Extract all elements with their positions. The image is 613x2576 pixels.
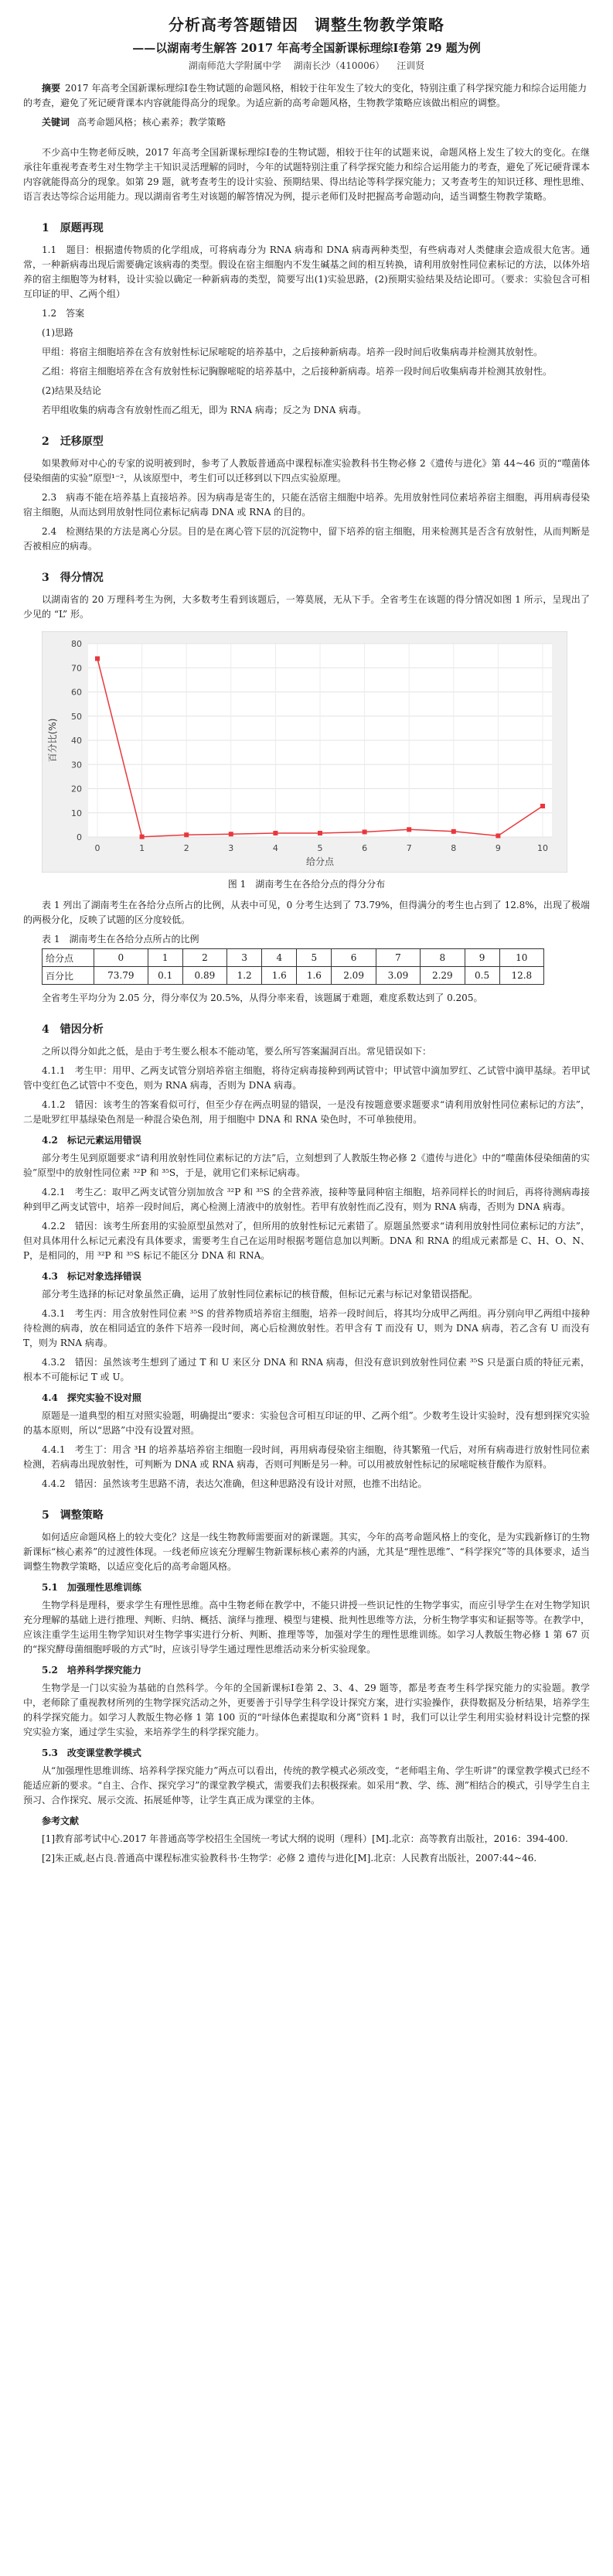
y-axis-ticks — [71, 639, 82, 842]
result-label: (2)结果及结论 — [42, 385, 101, 396]
table-row-points — [43, 949, 544, 967]
section-3-heading: 3 得分情况 — [42, 572, 104, 584]
abstract — [23, 81, 590, 111]
abstract-text: 2017 年高考全国新课标理综Ⅰ卷生物试题的命题风格，相较于往年发生了较大的变化，特别注重了科学探究能力和综合运用能力的考查，避免了死记硬背课本内容就能得高分的现象。为适应新的高考命题风格，生物教学策略应该做出相应的调整。 — [23, 83, 587, 108]
result-text: 若甲组收集的病毒含有放射性而乙组无，即为 RNA 病毒；反之为 DNA 病毒。 — [42, 405, 367, 415]
section-3-paragraph-3: 全省考生平均分为 2.05 分，得分率仅为 20.5%，从得分率来看，该题属于难题，难度系数达到了 0.205。 — [42, 992, 483, 1003]
y-axis-label: 百分比(%) — [47, 718, 58, 763]
x-tick-label: 5 — [317, 843, 323, 853]
subsection-4-2-heading: 4.2 标记元素运用错误 — [42, 1135, 141, 1146]
data-point — [318, 831, 322, 835]
table-cell: 3.09 — [376, 967, 420, 985]
reference-item: [2]朱正威,赵占良.普通高中课程标准实验教科书·生物学：必修 2 遗传与进化[M].北京：人民教育出版社，2007:44~46. — [42, 1853, 537, 1864]
table-cell: 0.1 — [148, 967, 182, 985]
intro-paragraph: 不少高中生物老师反映，2017 年高考全国新课标理综Ⅰ卷的生物试题，相较于往年的试题来说，命题风格上发生了较大的变化。在继承往年重视考查考生对生物学主干知识灵活理解的同时，今年的试题特别注重了科学探究能力和综合运用能力的考查，避免了死记硬背课本内容就能得高分的现象。如第 29 题，就考查考生的设计实验、预期结果、得出结论等科学探究能力；又考查考生的知识迁移、理性思维、语言表达等综合运用能力。现以湖南省考生对该题的解答情况为例，提示老师们及时把握高考命题动向，适当调整生物教学策略。 — [23, 147, 590, 202]
table-caption: 表 1 湖南考生在各给分点所占的比例 — [42, 934, 199, 945]
references-heading: 参考文献 — [42, 1816, 80, 1826]
table-cell: 2 — [182, 949, 226, 967]
y-tick-label: 0 — [77, 832, 82, 842]
table-cell: 2.09 — [332, 967, 376, 985]
table-cell: 73.79 — [94, 967, 148, 985]
subsection-5-1-paragraph: 生物学科是理科，要求学生有理性思维。高中生物老师在教学中，不能只讲授一些识记性的生物学事实，而应引导学生在对生物学知识充分理解的基础上进行推理、判断、归纳、概括、演绎与推理、模型与建模、批判性思维等方法，分析生物学事实和证据等等。在教学中，应该注重学生运用生物学知识对生物学事实进行分析、判断、推理等等，加强对学生的理性思维训练。如学习人教版生物必修 1 第 67 页的“探究酵母菌细胞呼吸的方式”时，应该引导学生通过理性思维活动来分析实验现象。 — [23, 1600, 590, 1655]
table-cell: 1.2 — [227, 967, 262, 985]
table-cell: 10 — [499, 949, 543, 967]
section-2-heading: 2 迁移原型 — [42, 436, 104, 448]
subsection-4-3-paragraph-2: 4.3.1 考生丙：用含放射性同位素 ³⁵S 的营养物质培养宿主细胞，培养一段时间后，将其均分成甲乙两组。再分别向甲乙两组中接种待检测的病毒，放在相同适宜的条件下培养一段时间，离心后检测放射性。若甲含有 T 而没有 U，则为 DNA 病毒，若乙含有 U 而没有 T，则为 RNA 病毒。 — [23, 1308, 590, 1348]
idea-group-a: 甲组：将宿主细胞培养在含有放射性标记尿嘧啶的培养基中，之后接种新病毒。培养一段时间后收集病毒并检测其放射性。 — [42, 347, 543, 357]
table-header-points: 给分点 — [43, 949, 94, 967]
section-4-heading: 4 错因分析 — [42, 1023, 104, 1036]
keywords-text: 高考命题风格；核心素养；教学策略 — [77, 117, 226, 128]
abstract-label: 摘要 — [42, 83, 61, 94]
score-distribution-chart — [42, 631, 567, 873]
author-line — [23, 59, 590, 72]
x-tick-label: 8 — [451, 843, 457, 853]
idea-label: (1)思路 — [42, 327, 73, 338]
x-tick-label: 1 — [139, 843, 145, 853]
section-2-paragraph-3: 2.4 检测结果的方法是离心分层。目的是在离心管下层的沉淀物中，留下培养的宿主细胞，用来检测其是否含有放射性，从而判断是否被相应的病毒。 — [23, 526, 590, 552]
data-point — [363, 829, 367, 834]
subsection-4-3-paragraph-1: 部分考生选择的标记对象虽然正确，运用了放射性同位素标记的核苷酸，但标记元素与标记对象错误搭配。 — [42, 1289, 478, 1300]
data-point — [184, 832, 189, 837]
section-4-item-2: 4.1.2 错因：该考生的答案看似可行，但至少存在两点明显的错误，一是没有按题意要求题要求“请利用放射性同位素标记的方法”，二是吡罗红甲基绿染色剂是一种混合染色剂，用于细胞中 DNA 和 RNA 染色时，不可单独使用。 — [23, 1099, 590, 1125]
table-cell: 8 — [421, 949, 465, 967]
subsection-4-2-paragraph-3: 4.2.2 错因：该考生所套用的实验原型虽然对了，但所用的放射性标记元素错了。原题虽然要求“请利用放射性同位素标记的方法”，但对具体用什么标记元素没有具体要求，需要考生自己在运用时根据考题信息加以判断。DNA 和 RNA 的组成元素都是 C、H、O、N、P，是相同的，用 ³²P 和 ³⁵S 标记不能区分 DNA 和 RNA。 — [23, 1221, 590, 1261]
section-5-heading: 5 调整策略 — [42, 1509, 104, 1522]
section-3-paragraph-2: 表 1 列出了湖南考生在各给分点所占的比例，从表中可见，0 分考生达到了 73.79%，但得满分的考生也占到了 12.8%，出现了极端的两极分化，反映了试题的区分度较低。 — [23, 900, 590, 925]
chart-svg — [42, 631, 567, 873]
data-point — [229, 832, 233, 836]
table-cell: 5 — [297, 949, 332, 967]
subsection-5-3-paragraph: 从“加强理性思维训练、培养科学探究能力”两点可以看出，传统的教学模式必须改变，“老师唱主角、学生听讲”的课堂教学模式已经不能适应新的要求。“自主、合作、探究学习”的课堂教学模式，需要我们去积极探索。如采用“教、学、练、测”相结合的模式，引导学生自主预习、合作探究、展示交流、拓展延伸等，让学生真正成为课堂的主体。 — [23, 1765, 590, 1806]
subsection-4-3-paragraph-3: 4.3.2 错因：虽然该考生想到了通过 T 和 U 来区分 DNA 和 RNA 病毒，但没有意识到放射性同位素 ³⁵S 只是蛋白质的特征元素，根本不可能标记 T 或 U。 — [23, 1357, 590, 1382]
subsection-4-4-heading: 4.4 探究实验不设对照 — [42, 1392, 141, 1403]
section-2-paragraph-1: 如果教师对中心的专家的说明被到时，参考了人教版普通高中课程标准实验教科书生物必修 2《遗传与进化》第 44~46 页的“噬菌体侵染细菌的实验”原型¹⁻²，从该原型中，考生们可以迁移到以下四点实验原理。 — [23, 458, 590, 483]
x-tick-label: 7 — [406, 843, 412, 853]
table-cell: 1 — [148, 949, 182, 967]
references — [23, 1832, 590, 1866]
data-point — [273, 831, 278, 835]
data-point — [95, 656, 100, 661]
author-city: 湖南长沙（410006） — [293, 60, 385, 71]
x-tick-label: 10 — [537, 843, 548, 853]
keywords — [42, 115, 590, 128]
table-cell: 1.6 — [262, 967, 297, 985]
section-1-heading: 1 原题再现 — [42, 222, 104, 234]
answer-label: 1.2 答案 — [42, 308, 85, 319]
y-tick-label: 20 — [71, 784, 82, 794]
table-header-percent: 百分比 — [43, 967, 94, 985]
section-2-paragraph-2: 2.3 病毒不能在培养基上直接培养。因为病毒是寄生的，只能在活宿主细胞中培养。先用放射性同位素培养宿主细胞，再用病毒侵染宿主细胞，从而达到用放射性同位素标记病毒 DNA 或 RNA 的目的。 — [23, 492, 590, 518]
article-title: 分析高考答题错因 调整生物教学策略 — [169, 15, 444, 34]
article — [23, 0, 590, 1866]
author-name: 汪训贤 — [397, 60, 425, 71]
subsection-5-2-paragraph: 生物学是一门以实验为基础的自然科学。今年的全国新课标Ⅰ卷第 2、3、4、29 题等，都是考查考生科学探究能力的实验题。教学中，老师除了重视教材所列的生物学探究活动之外，更要善于引导学生科学设计探究方案，进行实验操作，获得数据及分析结果，培养学生的科学探究能力。如学习人教版生物必修 1 第 100 页的“叶绿体色素提取和分离”资料 1 时，我们可以让学生利用实验材料设计完整的探究实验方案，通过学生实验，来培养学生的科学探究能力。 — [23, 1683, 590, 1737]
figure-caption: 图 1 湖南考生在各给分点的得分分布 — [227, 879, 386, 890]
idea-group-b: 乙组：将宿主细胞培养在含有放射性标记胸腺嘧啶的培养基中，之后接种新病毒。培养一段时间后收集病毒并检测其放射性。 — [42, 366, 553, 377]
data-point — [540, 804, 545, 808]
subsection-5-1-heading: 5.1 加强理性思维训练 — [42, 1582, 141, 1593]
x-tick-label: 0 — [94, 843, 100, 853]
table-cell: 3 — [227, 949, 262, 967]
question-paragraph: 1.1 题目：根据遗传物质的化学组成，可将病毒分为 RNA 病毒和 DNA 病毒两种类型，有些病毒对人类健康会造成很大危害。通常，一种新病毒出现后需要确定该病毒的类型。假设在宿主细胞内不发生碱基之间的相互转换，请利用放射性同位素标记的方法，以体外培养的宿主细胞等为材料，设计实验以确定一种新病毒的类型，简要写出(1)实验思路，(2)预期实验结果及结论即可。（要求：实验包含可相互印证的甲、乙两个组） — [23, 244, 590, 299]
table-row-percent — [43, 967, 544, 985]
x-tick-label: 9 — [495, 843, 501, 853]
subsection-4-3-heading: 4.3 标记对象选择错误 — [42, 1271, 141, 1282]
x-tick-label: 4 — [272, 843, 278, 853]
data-point — [451, 829, 456, 834]
subsection-4-2-paragraph-2: 4.2.1 考生乙：取甲乙两支试管分别加放含 ³²P 和 ³⁵S 的全营养液，接种等量同种宿主细胞，培养同样长的时间后，再将待测病毒接种到甲乙两支试管中，培养一段时间后，离心检测上清液中的放射性。若甲有放射性而乙没有，则为 RNA 病毒，否则为 DNA 病毒。 — [23, 1187, 590, 1212]
table-cell: 1.6 — [297, 967, 332, 985]
data-point — [140, 835, 145, 839]
table-cell: 0 — [94, 949, 148, 967]
data-point — [407, 827, 411, 832]
y-tick-label: 30 — [71, 760, 82, 770]
section-4-item-1: 4.1.1 考生甲：用甲、乙两支试管分别培养宿主细胞，将待定病毒接种到两试管中；甲试管中滴加罗红、乙试管中滴甲基绿。若甲试管中变红色乙试管中不变色，则为 RNA 病毒，否则为 DNA 病毒。 — [23, 1065, 590, 1091]
subsection-4-2-paragraph-1: 部分考生见到原题要求“请利用放射性同位素标记的方法”后，立刻想到了人教版生物必修 2《遗传与进化》中的“噬菌体侵染细菌的实验”原型中的放射性同位素 ³²P 和 ³⁵S，于是，就用它们来标记病毒。 — [23, 1153, 590, 1178]
article-subtitle: ——以湖南考生解答 2017 年高考全国新课标理综Ⅰ卷第 29 题为例 — [132, 41, 481, 55]
section-4-intro: 之所以得分如此之低，是由于考生要么根本不能动笔，要么所写答案漏洞百出。常见错误如下： — [42, 1046, 432, 1057]
x-tick-label: 3 — [228, 843, 234, 853]
y-tick-label: 80 — [71, 639, 82, 649]
author-school: 湖南师范大学附属中学 — [188, 60, 281, 71]
table-cell: 0.5 — [465, 967, 499, 985]
subsection-4-4-paragraph-1: 原题是一道典型的相互对照实验题，明确提出“要求：实验包含可相互印证的甲、乙两个组”。少数考生设计实验时，没有想到探究实验的基本原则，所以“思路”中没有设置对照。 — [23, 1410, 590, 1436]
x-tick-label: 6 — [362, 843, 368, 853]
x-axis-label: 给分点 — [305, 856, 335, 867]
y-tick-label: 60 — [71, 687, 82, 698]
y-tick-label: 50 — [71, 711, 82, 722]
subsection-4-4-paragraph-2: 4.4.1 考生丁：用含 ³H 的培养基培养宿主细胞一段时间，再用病毒侵染宿主细胞，待其繁殖一代后，对所有病毒进行放射性同位素检测，若病毒出现放射性，可判断为 DNA 或 RNA 病毒，否则可判断是另一种。可以用被放射性标记的尿嘧啶核苷酸作为原料。 — [23, 1444, 590, 1470]
table-cell: 4 — [262, 949, 297, 967]
table-cell: 12.8 — [499, 967, 543, 985]
table-cell: 9 — [465, 949, 499, 967]
score-distribution-table — [42, 948, 544, 985]
table-cell: 0.89 — [182, 967, 226, 985]
subsection-4-4-paragraph-3: 4.4.2 错因：虽然该考生思路不清，表达欠准确，但这种思路没有设计对照，也推不出结论。 — [42, 1478, 427, 1489]
subsection-5-3-heading: 5.3 改变课堂教学模式 — [42, 1748, 141, 1758]
table-cell: 2.29 — [421, 967, 465, 985]
subsection-5-2-heading: 5.2 培养科学探究能力 — [42, 1665, 141, 1676]
table-cell: 7 — [376, 949, 420, 967]
y-tick-label: 70 — [71, 663, 82, 674]
keywords-label: 关键词 — [42, 117, 70, 128]
x-tick-label: 2 — [183, 843, 189, 853]
reference-item: [1]教育部考试中心.2017 年普通高等学校招生全国统一考试大纲的说明（理科）[M].北京：高等教育出版社，2016：394-400. — [42, 1833, 568, 1844]
table-cell: 6 — [332, 949, 376, 967]
section-5-intro: 如何适应命题风格上的较大变化？这是一线生物教师需要面对的新课题。其实，今年的高考命题风格上的变化，是为实践新修订的生物新课标“核心素养”的过渡性体现。一线老师应该充分理解生物新课标核心素养的内涵，尤其是“理性思维”、“科学探究”等的具体要求，适当调整生物教学策略，以适应变化后的高考命题风格。 — [23, 1532, 590, 1572]
data-point — [496, 833, 500, 838]
y-tick-label: 40 — [71, 736, 82, 746]
section-3-paragraph-1: 以湖南省的 20 万理科考生为例，大多数考生看到该题后，一筹莫展，无从下手。全省考生在该题的得分情况如图 1 所示，呈现出了少见的 “L” 形。 — [23, 594, 590, 620]
y-tick-label: 10 — [71, 808, 82, 818]
